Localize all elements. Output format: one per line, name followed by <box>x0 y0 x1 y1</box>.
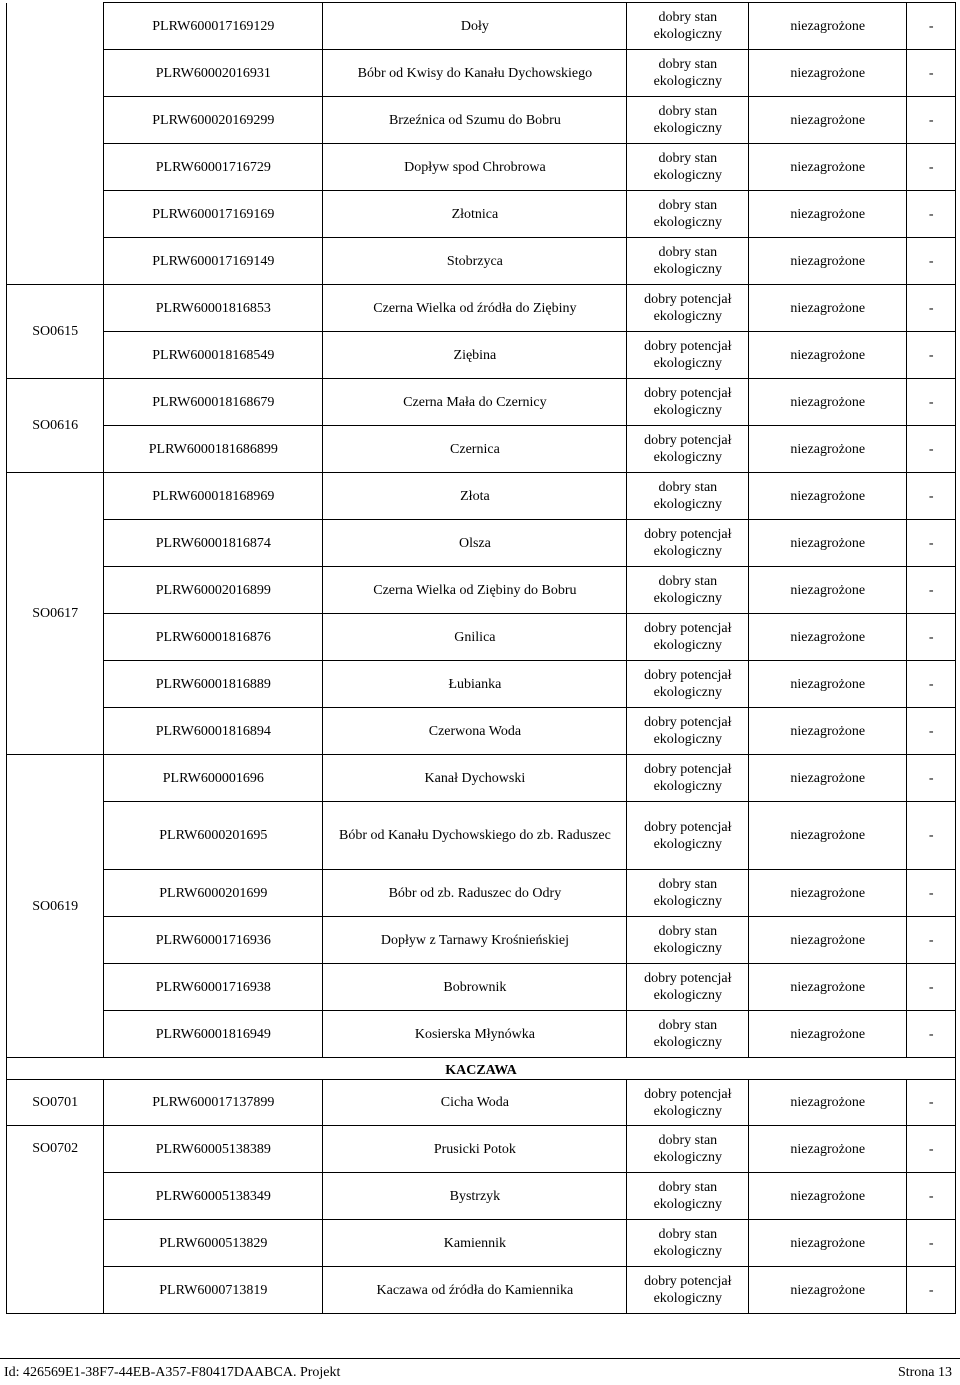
group-code-so0619: SO0619 <box>7 755 104 1058</box>
water-body-name: Czerna Wielka od źródła do Ziębiny <box>323 285 627 332</box>
water-body-id: PLRW600017169149 <box>104 238 323 285</box>
risk-status: niezagrożone <box>749 238 907 285</box>
water-body-name: Złotnica <box>323 191 627 238</box>
water-body-name: Kosierska Młynówka <box>323 1011 627 1058</box>
dash-cell: - <box>907 332 956 379</box>
risk-status: niezagrożone <box>749 191 907 238</box>
table-row <box>7 332 956 379</box>
table-row <box>7 97 956 144</box>
ecological-state: dobry stan ekologiczny <box>627 144 749 191</box>
water-body-id: PLRW60001816949 <box>104 1011 323 1058</box>
water-body-name: Kanał Dychowski <box>323 755 627 802</box>
water-body-name: Złota <box>323 473 627 520</box>
dash-cell: - <box>907 3 956 50</box>
water-body-id: PLRW600018168549 <box>104 332 323 379</box>
risk-status: niezagrożone <box>749 144 907 191</box>
ecological-state: dobry stan ekologiczny <box>627 3 749 50</box>
water-body-name: Dopływ z Tarnawy Krośnieńskiej <box>323 917 627 964</box>
risk-status: niezagrożone <box>749 964 907 1011</box>
dash-cell: - <box>907 964 956 1011</box>
water-body-name: Ziębina <box>323 332 627 379</box>
water-bodies-table <box>6 2 956 1314</box>
dash-cell: - <box>907 1080 956 1126</box>
risk-status: niezagrożone <box>749 332 907 379</box>
water-body-id: PLRW60001816894 <box>104 708 323 755</box>
table-row <box>7 1220 956 1267</box>
water-body-name: Gnilica <box>323 614 627 661</box>
table-row <box>7 708 956 755</box>
risk-status: niezagrożone <box>749 917 907 964</box>
group-code-so0701: SO0701 <box>7 1080 104 1126</box>
water-body-name: Łubianka <box>323 661 627 708</box>
ecological-state: dobry potencjał ekologiczny <box>627 1267 749 1314</box>
document-id: Id: 426569E1-38F7-44EB-A357-F80417DAABCA. Projekt <box>4 1365 341 1380</box>
table-row <box>7 238 956 285</box>
group-code-so0617: SO0617 <box>7 473 104 755</box>
ecological-state: dobry stan ekologiczny <box>627 50 749 97</box>
dash-cell: - <box>907 870 956 917</box>
table-row <box>7 1173 956 1220</box>
dash-cell: - <box>907 520 956 567</box>
dash-cell: - <box>907 1011 956 1058</box>
risk-status: niezagrożone <box>749 3 907 50</box>
table-row <box>7 1080 956 1126</box>
table-row <box>7 473 956 520</box>
dash-cell: - <box>907 144 956 191</box>
ecological-state: dobry potencjał ekologiczny <box>627 285 749 332</box>
water-body-name: Bobrownik <box>323 964 627 1011</box>
ecological-state: dobry potencjał ekologiczny <box>627 426 749 473</box>
water-body-name: Kaczawa od źródła do Kamiennika <box>323 1267 627 1314</box>
risk-status: niezagrożone <box>749 1080 907 1126</box>
water-body-id: PLRW6000513829 <box>104 1220 323 1267</box>
dash-cell: - <box>907 379 956 426</box>
risk-status: niezagrożone <box>749 1011 907 1058</box>
water-body-id: PLRW600017137899 <box>104 1080 323 1126</box>
table-row <box>7 567 956 614</box>
table-row <box>7 379 956 426</box>
risk-status: niezagrożone <box>749 870 907 917</box>
ecological-state: dobry stan ekologiczny <box>627 238 749 285</box>
table-row <box>7 520 956 567</box>
risk-status: niezagrożone <box>749 520 907 567</box>
water-body-name: Czerna Mała do Czernicy <box>323 379 627 426</box>
risk-status: niezagrożone <box>749 1220 907 1267</box>
ecological-state: dobry stan ekologiczny <box>627 97 749 144</box>
ecological-state: dobry stan ekologiczny <box>627 1173 749 1220</box>
table-row <box>7 3 956 50</box>
dash-cell: - <box>907 1267 956 1314</box>
water-body-id: PLRW600017169169 <box>104 191 323 238</box>
water-body-name: Prusicki Potok <box>323 1126 627 1173</box>
dash-cell: - <box>907 708 956 755</box>
ecological-state: dobry potencjał ekologiczny <box>627 964 749 1011</box>
dash-cell: - <box>907 614 956 661</box>
water-body-id: PLRW60001816874 <box>104 520 323 567</box>
water-body-id: PLRW60001816876 <box>104 614 323 661</box>
group-code-so0702: SO0702 <box>7 1126 104 1314</box>
section-row <box>7 1058 956 1080</box>
water-body-id: PLRW60005138389 <box>104 1126 323 1173</box>
dash-cell: - <box>907 1220 956 1267</box>
ecological-state: dobry potencjał ekologiczny <box>627 755 749 802</box>
water-body-id: PLRW600018168969 <box>104 473 323 520</box>
table-row <box>7 802 956 870</box>
group-code-cell <box>7 3 104 285</box>
ecological-state: dobry potencjał ekologiczny <box>627 614 749 661</box>
ecological-state: dobry potencjał ekologiczny <box>627 379 749 426</box>
risk-status: niezagrożone <box>749 285 907 332</box>
water-body-name: Kamiennik <box>323 1220 627 1267</box>
water-body-name: Bystrzyk <box>323 1173 627 1220</box>
water-body-id: PLRW60001716938 <box>104 964 323 1011</box>
page-footer <box>0 1358 960 1385</box>
water-body-id: PLRW600001696 <box>104 755 323 802</box>
table-row <box>7 1267 956 1314</box>
risk-status: niezagrożone <box>749 802 907 870</box>
water-body-id: PLRW600020169299 <box>104 97 323 144</box>
water-body-name: Czerwona Woda <box>323 708 627 755</box>
risk-status: niezagrożone <box>749 614 907 661</box>
dash-cell: - <box>907 917 956 964</box>
risk-status: niezagrożone <box>749 567 907 614</box>
section-title: KACZAWA <box>7 1058 956 1080</box>
risk-status: niezagrożone <box>749 50 907 97</box>
water-body-id: PLRW60005138349 <box>104 1173 323 1220</box>
water-body-id: PLRW6000201699 <box>104 870 323 917</box>
dash-cell: - <box>907 426 956 473</box>
dash-cell: - <box>907 97 956 144</box>
dash-cell: - <box>907 661 956 708</box>
table-row <box>7 144 956 191</box>
dash-cell: - <box>907 567 956 614</box>
water-body-name: Dopływ spod Chrobrowa <box>323 144 627 191</box>
dash-cell: - <box>907 50 956 97</box>
risk-status: niezagrożone <box>749 708 907 755</box>
risk-status: niezagrożone <box>749 473 907 520</box>
ecological-state: dobry potencjał ekologiczny <box>627 708 749 755</box>
dash-cell: - <box>907 238 956 285</box>
page-number: Strona 13 <box>897 1365 952 1380</box>
ecological-state: dobry stan ekologiczny <box>627 567 749 614</box>
table-row <box>7 191 956 238</box>
ecological-state: dobry stan ekologiczny <box>627 473 749 520</box>
table-row <box>7 614 956 661</box>
water-body-id: PLRW60002016899 <box>104 567 323 614</box>
water-body-id: PLRW6000181686899 <box>104 426 323 473</box>
water-body-name: Cicha Woda <box>323 1080 627 1126</box>
dash-cell: - <box>907 285 956 332</box>
water-body-name: Stobrzyca <box>323 238 627 285</box>
dash-cell: - <box>907 1126 956 1173</box>
ecological-state: dobry stan ekologiczny <box>627 870 749 917</box>
water-body-name: Doły <box>323 3 627 50</box>
group-code-so0616: SO0616 <box>7 379 104 473</box>
ecological-state: dobry stan ekologiczny <box>627 917 749 964</box>
water-body-name: Bóbr od Kwisy do Kanału Dychowskiego <box>323 50 627 97</box>
water-body-id: PLRW6000201695 <box>104 802 323 870</box>
water-body-id: PLRW600018168679 <box>104 379 323 426</box>
water-body-id: PLRW60001816889 <box>104 661 323 708</box>
risk-status: niezagrożone <box>749 755 907 802</box>
table-row <box>7 285 956 332</box>
water-body-id: PLRW6000713819 <box>104 1267 323 1314</box>
table-row <box>7 426 956 473</box>
water-body-name: Brzeźnica od Szumu do Bobru <box>323 97 627 144</box>
water-body-name: Czerna Wielka od Ziębiny do Bobru <box>323 567 627 614</box>
water-body-id: PLRW60001816853 <box>104 285 323 332</box>
ecological-state: dobry stan ekologiczny <box>627 1126 749 1173</box>
dash-cell: - <box>907 191 956 238</box>
table-row <box>7 964 956 1011</box>
table-row <box>7 661 956 708</box>
risk-status: niezagrożone <box>749 1173 907 1220</box>
risk-status: niezagrożone <box>749 97 907 144</box>
ecological-state: dobry potencjał ekologiczny <box>627 661 749 708</box>
ecological-state: dobry potencjał ekologiczny <box>627 520 749 567</box>
ecological-state: dobry potencjał ekologiczny <box>627 332 749 379</box>
water-body-id: PLRW600017169129 <box>104 3 323 50</box>
ecological-state: dobry stan ekologiczny <box>627 191 749 238</box>
water-body-id: PLRW60001716936 <box>104 917 323 964</box>
table-row <box>7 50 956 97</box>
table-body <box>7 3 956 1314</box>
dash-cell: - <box>907 755 956 802</box>
water-body-name: Olsza <box>323 520 627 567</box>
ecological-state: dobry potencjał ekologiczny <box>627 1080 749 1126</box>
table-row <box>7 1011 956 1058</box>
water-body-name: Czernica <box>323 426 627 473</box>
group-code-so0615: SO0615 <box>7 285 104 379</box>
document-page <box>6 2 956 1314</box>
water-body-name: Bóbr od zb. Raduszec do Odry <box>323 870 627 917</box>
risk-status: niezagrożone <box>749 379 907 426</box>
risk-status: niezagrożone <box>749 1267 907 1314</box>
table-row <box>7 917 956 964</box>
ecological-state: dobry stan ekologiczny <box>627 1011 749 1058</box>
risk-status: niezagrożone <box>749 661 907 708</box>
ecological-state: dobry potencjał ekologiczny <box>627 802 749 870</box>
water-body-id: PLRW60002016931 <box>104 50 323 97</box>
dash-cell: - <box>907 1173 956 1220</box>
table-row <box>7 755 956 802</box>
risk-status: niezagrożone <box>749 1126 907 1173</box>
dash-cell: - <box>907 802 956 870</box>
water-body-name: Bóbr od Kanału Dychowskiego do zb. Raduszec <box>323 802 627 870</box>
dash-cell: - <box>907 473 956 520</box>
table-row <box>7 1126 956 1173</box>
risk-status: niezagrożone <box>749 426 907 473</box>
ecological-state: dobry stan ekologiczny <box>627 1220 749 1267</box>
water-body-id: PLRW60001716729 <box>104 144 323 191</box>
table-row <box>7 870 956 917</box>
